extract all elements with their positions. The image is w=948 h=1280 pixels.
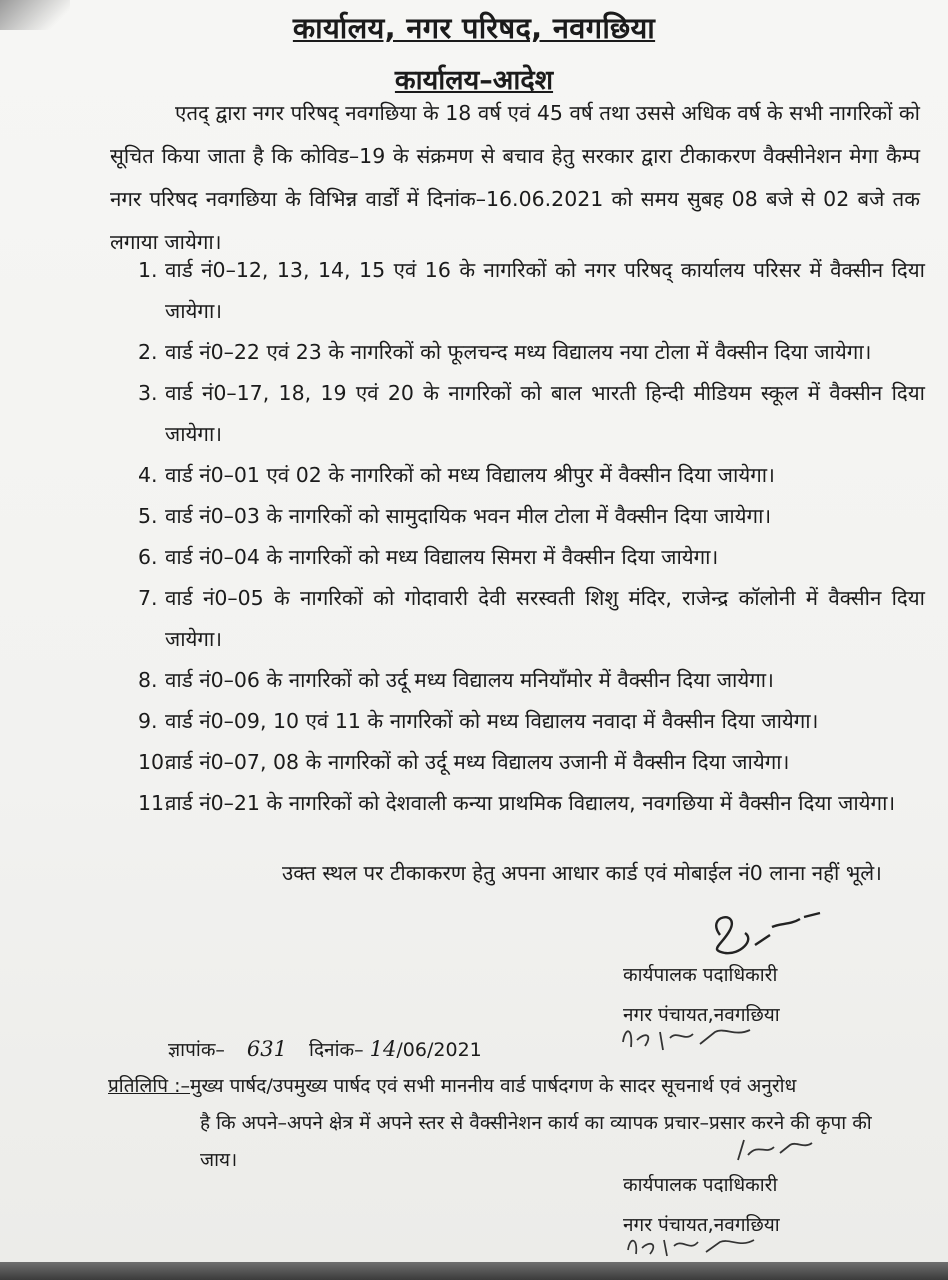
item-text: वार्ड नं0–03 के नागरिकों को सामुदायिक भवन मील टोला में वैक्सीन दिया जायेगा। <box>165 504 772 528</box>
memo-number: 631 <box>246 1037 287 1061</box>
list-item <box>110 455 925 496</box>
closing-paragraph <box>110 852 925 895</box>
date-rest: /06/2021 <box>396 1039 482 1061</box>
item-text: वार्ड नं0–01 एवं 02 के नागरिकों को मध्य विद्यालय श्रीपुर में वैक्सीन दिया जायेगा। <box>165 463 775 487</box>
list-item <box>110 742 925 783</box>
list-item <box>110 496 925 537</box>
copy-text-line1: मुख्य पार्षद/उपमुख्य पार्षद एवं सभी माननीय वार्ड पार्षदगण के सादर सूचनार्थ एवं अनुरोध <box>190 1075 797 1097</box>
item-text: वार्ड नं0–21 के नागरिकों को देशवाली कन्या प्राथमिक विद्यालय, नवगछिया में वैक्सीन दिया जायेगा। <box>165 791 896 815</box>
list-item <box>110 250 925 332</box>
item-number: 2. <box>138 340 158 364</box>
item-text: वार्ड नं0–06 के नागरिकों को उर्दू मध्य विद्यालय मनियाँमोर में वैक्सीन दिया जायेगा। <box>165 668 774 692</box>
item-text: वार्ड नं0–05 के नागरिकों को गोदावारी देवी सरस्वती शिशु मंदिर, राजेन्द्र कॉलोनी में वैक्सीन दिया जायेगा। <box>165 586 925 651</box>
item-number: 1. <box>138 258 158 282</box>
item-number: 6. <box>138 545 158 569</box>
list-item <box>110 373 925 455</box>
item-text: वार्ड नं0–07, 08 के नागरिकों को उर्दू मध्य विद्यालय उजानी में वैक्सीन दिया जायेगा। <box>165 750 790 774</box>
order-heading: कार्यालय–आदेश <box>394 65 554 96</box>
item-text: वार्ड नं0–09, 10 एवं 11 के नागरिकों को मध्य विद्यालय नवादा में वैक्सीन दिया जायेगा। <box>165 709 819 733</box>
initials-mark <box>622 1228 762 1262</box>
signature-mark <box>730 1125 820 1170</box>
item-number: 9. <box>138 709 158 733</box>
signatory-title: कार्यपालक पदाधिकारी <box>623 964 778 986</box>
office-title: कार्यालय, नगर परिषद, नवगछिया <box>292 11 656 45</box>
item-number: 8. <box>138 668 158 692</box>
copy-text-rest: है कि अपने–अपने क्षेत्र में अपने स्तर से वैक्सीनेशन कार्य का व्यापक प्रचार–प्रसार करने की कृपा की जाय। <box>200 1112 872 1171</box>
list-item <box>110 578 925 660</box>
intro-paragraph <box>110 92 920 264</box>
memo-label: ज्ञापांक– <box>168 1039 225 1061</box>
date-day-handwritten: 14 <box>369 1037 397 1061</box>
item-text: वार्ड नं0–17, 18, 19 एवं 20 के नागरिकों को बाल भारती हिन्दी मीडियम स्कूल में वैक्सीन दिया जायेगा। <box>165 381 925 446</box>
item-number: 11. <box>138 791 171 815</box>
copy-label: प्रतिलिपि :– <box>108 1075 191 1097</box>
item-number: 7. <box>138 586 158 610</box>
item-number: 3. <box>138 381 158 405</box>
item-text: वार्ड नं0–04 के नागरिकों को मध्य विद्यालय सिमरा में वैक्सीन दिया जायेगा। <box>165 545 719 569</box>
initials-mark <box>615 1012 765 1062</box>
ward-list <box>110 250 925 824</box>
date-label: दिनांक– <box>309 1039 364 1061</box>
item-number: 10. <box>138 750 171 774</box>
item-number: 4. <box>138 463 158 487</box>
signatory-office: नगर पंचायत,नवगछिया <box>623 1214 780 1236</box>
list-item <box>110 783 925 824</box>
bottom-edge <box>0 1262 948 1280</box>
item-text: वार्ड नं0–12, 13, 14, 15 एवं 16 के नागरिकों को नगर परिषद् कार्यालय परिसर में वैक्सीन दिया जायेगा। <box>165 258 925 323</box>
list-item <box>110 537 925 578</box>
list-item <box>110 660 925 701</box>
item-text: वार्ड नं0–22 एवं 23 के नागरिकों को फूलचन्द मध्य विद्यालय नया टोला में वैक्सीन दिया जायेगा। <box>165 340 872 364</box>
closing-text: उक्त स्थल पर टीकाकरण हेतु अपना आधार कार्ड एवं मोबाईल नं0 लाना नहीं भूले। <box>282 861 882 885</box>
item-number: 5. <box>138 504 158 528</box>
signatory-title: कार्यपालक पदाधिकारी <box>623 1174 778 1196</box>
intro-text: एतद् द्वारा नगर परिषद् नवगछिया के 18 वर्ष एवं 45 वर्ष तथा उससे अधिक वर्ष के सभी नागरिकों को सूचित किया जाता है कि कोविड–19 के संक्रमण से बचाव हेतु सरकार द्वारा टीकाकरण वैक्सीनेशन मेगा कैम्प नगर परिषद नवगछिया के विभिन्न वार्डों में दिनांक–16.06.2021 को समय सुबह 08 बजे से 02 बजे तक लगाया जायेगा। <box>110 101 920 254</box>
reference-line <box>168 1036 482 1062</box>
list-item <box>110 332 925 373</box>
signatory-office: नगर पंचायत,नवगछिया <box>623 1004 780 1026</box>
list-item <box>110 701 925 742</box>
